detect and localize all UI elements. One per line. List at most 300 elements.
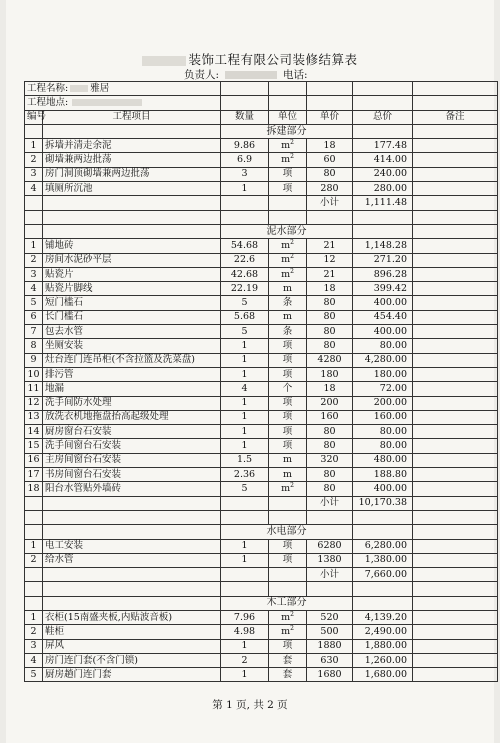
unit-cell: 套 xyxy=(269,668,307,682)
section-header-row xyxy=(25,124,498,138)
unit-price: 1380 xyxy=(307,553,353,567)
quantity: 1 xyxy=(221,353,269,367)
empty-cell xyxy=(269,582,307,596)
table-row xyxy=(25,410,498,424)
unit-price: 80 xyxy=(307,325,353,339)
table-row xyxy=(25,668,498,682)
empty-cell xyxy=(43,496,221,510)
empty-cell xyxy=(43,568,221,582)
unit-cell: m xyxy=(269,468,307,482)
unit-price: 500 xyxy=(307,625,353,639)
item-name: 阳台水管贴外墙砖 xyxy=(43,482,221,496)
empty-cell xyxy=(307,510,353,524)
blank-row xyxy=(25,510,498,524)
item-name: 洗手间窗台石安装 xyxy=(43,439,221,453)
unit-cell: $m^2$ xyxy=(269,253,307,267)
empty-cell xyxy=(221,568,269,582)
total-price: 4,139.20 xyxy=(353,610,413,624)
total-price: 1,260.00 xyxy=(353,653,413,667)
table-row xyxy=(25,553,498,567)
empty-cell xyxy=(353,224,413,238)
row-number: 2 xyxy=(25,553,43,567)
unit-cell: m xyxy=(269,310,307,324)
empty-cell xyxy=(25,224,43,238)
project-name-label: 工程名称: xyxy=(27,82,69,94)
table-row xyxy=(25,239,498,253)
total-price: 896.28 xyxy=(353,267,413,281)
unit-cell: 项 xyxy=(269,182,307,196)
item-name: 长门槛石 xyxy=(43,310,221,324)
row-number: 10 xyxy=(25,367,43,381)
total-price: 2,490.00 xyxy=(353,625,413,639)
item-name: 灶台连门连吊柜(不含拉篮及洗菜盘) xyxy=(43,353,221,367)
row-number: 3 xyxy=(25,167,43,181)
unit-cell: 项 xyxy=(269,539,307,553)
item-name: 地漏 xyxy=(43,382,221,396)
row-number: 5 xyxy=(25,296,43,310)
empty-cell xyxy=(307,82,353,96)
empty-cell xyxy=(25,210,43,224)
table-row xyxy=(25,453,498,467)
empty-cell xyxy=(269,210,307,224)
item-name: 厨房窗台石安装 xyxy=(43,425,221,439)
total-price: 177.48 xyxy=(353,139,413,153)
empty-cell xyxy=(413,82,498,96)
unit-price: 80 xyxy=(307,482,353,496)
table-row xyxy=(25,182,498,196)
empty-cell xyxy=(269,196,307,210)
blank-row xyxy=(25,582,498,596)
row-number: 16 xyxy=(25,453,43,467)
item-name: 拆墙并清走余泥 xyxy=(43,139,221,153)
remark xyxy=(413,253,498,267)
empty-cell xyxy=(413,124,498,138)
remark xyxy=(413,410,498,424)
section-title: 泥水部分 xyxy=(221,224,353,238)
unit-cell: $m^2$ xyxy=(269,153,307,167)
quantity: 5 xyxy=(221,296,269,310)
quantity: 2.36 xyxy=(221,468,269,482)
subtotal-value: 1,111.48 xyxy=(353,196,413,210)
total-price: 72.00 xyxy=(353,382,413,396)
total-price: 80.00 xyxy=(353,339,413,353)
item-name: 主房间窗台石安装 xyxy=(43,453,221,467)
empty-cell xyxy=(413,582,498,596)
unit-price: 80 xyxy=(307,339,353,353)
column-header: 单位 xyxy=(269,110,307,124)
empty-cell xyxy=(25,525,43,539)
empty-cell xyxy=(43,224,221,238)
quantity: 5 xyxy=(221,482,269,496)
remark xyxy=(413,382,498,396)
empty-cell xyxy=(353,82,413,96)
item-name: 厨房趟门连门套 xyxy=(43,668,221,682)
quantity: 1 xyxy=(221,668,269,682)
row-number: 2 xyxy=(25,625,43,639)
document-title: 装饰工程有限公司装修结算表 xyxy=(6,50,494,68)
empty-cell xyxy=(353,510,413,524)
empty-cell xyxy=(221,510,269,524)
quantity: 1 xyxy=(221,396,269,410)
empty-cell xyxy=(221,82,269,96)
unit-price: 18 xyxy=(307,139,353,153)
unit-cell: 项 xyxy=(269,553,307,567)
empty-cell xyxy=(413,210,498,224)
unit-cell: m xyxy=(269,453,307,467)
remark xyxy=(413,482,498,496)
unit-cell: $m^2$ xyxy=(269,482,307,496)
empty-cell xyxy=(43,124,221,138)
empty-cell xyxy=(413,96,498,110)
page-footer: 第 1 页, 共 2 页 xyxy=(212,699,288,711)
quantity: 5.68 xyxy=(221,310,269,324)
remark xyxy=(413,167,498,181)
column-header: 数量 xyxy=(221,110,269,124)
row-number: 1 xyxy=(25,239,43,253)
row-number: 11 xyxy=(25,382,43,396)
unit-price: 80 xyxy=(307,425,353,439)
empty-cell xyxy=(353,525,413,539)
remark xyxy=(413,439,498,453)
total-price: 1,380.00 xyxy=(353,553,413,567)
unit-cell: $m^2$ xyxy=(269,139,307,153)
empty-cell xyxy=(307,210,353,224)
quantity: 1 xyxy=(221,553,269,567)
table-row xyxy=(25,325,498,339)
project-address xyxy=(25,96,221,110)
unit-cell: 条 xyxy=(269,325,307,339)
project-name xyxy=(25,82,221,96)
remark xyxy=(413,353,498,367)
table-row xyxy=(25,625,498,639)
subtotal-value: 7,660.00 xyxy=(353,568,413,582)
total-price: 1,880.00 xyxy=(353,639,413,653)
row-number: 9 xyxy=(25,353,43,367)
empty-cell xyxy=(43,210,221,224)
table-row xyxy=(25,367,498,381)
row-number: 4 xyxy=(25,653,43,667)
empty-cell xyxy=(25,510,43,524)
row-number: 1 xyxy=(25,539,43,553)
total-price: 160.00 xyxy=(353,410,413,424)
unit-price: 12 xyxy=(307,253,353,267)
empty-cell xyxy=(43,582,221,596)
redacted-company xyxy=(142,56,186,66)
total-price: 399.42 xyxy=(353,282,413,296)
quantity: 1 xyxy=(221,539,269,553)
empty-cell xyxy=(413,510,498,524)
unit-cell: $m^2$ xyxy=(269,625,307,639)
unit-price: 280 xyxy=(307,182,353,196)
empty-cell xyxy=(269,568,307,582)
empty-cell xyxy=(25,124,43,138)
unit-cell: 项 xyxy=(269,367,307,381)
empty-cell xyxy=(43,510,221,524)
remark xyxy=(413,296,498,310)
document-sheet xyxy=(6,0,494,743)
unit-cell: $m^2$ xyxy=(269,239,307,253)
settlement-table xyxy=(24,81,498,682)
unit-price: 21 xyxy=(307,267,353,281)
unit-price: 80 xyxy=(307,167,353,181)
subtotal-value: 10,170.38 xyxy=(353,496,413,510)
table-row xyxy=(25,439,498,453)
empty-cell xyxy=(269,510,307,524)
remark xyxy=(413,310,498,324)
remark xyxy=(413,668,498,682)
table-row xyxy=(25,482,498,496)
total-price: 480.00 xyxy=(353,453,413,467)
empty-cell xyxy=(269,496,307,510)
header-row xyxy=(25,110,498,124)
empty-cell xyxy=(413,525,498,539)
unit-cell: 项 xyxy=(269,425,307,439)
unit-price: 21 xyxy=(307,239,353,253)
column-header: 总价 xyxy=(353,110,413,124)
unit-price: 80 xyxy=(307,296,353,310)
remark xyxy=(413,282,498,296)
unit-price: 520 xyxy=(307,610,353,624)
quantity: 4.98 xyxy=(221,625,269,639)
empty-cell xyxy=(25,596,43,610)
item-name: 房门连门套(不含门锁) xyxy=(43,653,221,667)
total-price: 414.00 xyxy=(353,153,413,167)
row-number: 14 xyxy=(25,425,43,439)
item-name: 铺地砖 xyxy=(43,239,221,253)
table-row xyxy=(25,153,498,167)
subtotal-label: 小计 xyxy=(307,568,353,582)
redacted-person xyxy=(225,71,277,79)
remark xyxy=(413,182,498,196)
unit-price: 630 xyxy=(307,653,353,667)
remark xyxy=(413,553,498,567)
total-price: 80.00 xyxy=(353,425,413,439)
section-header-row xyxy=(25,596,498,610)
unit-price: 200 xyxy=(307,396,353,410)
remark xyxy=(413,153,498,167)
unit-price: 80 xyxy=(307,310,353,324)
quantity: 2 xyxy=(221,653,269,667)
item-name: 包去水管 xyxy=(43,325,221,339)
section-title: 水电部分 xyxy=(221,525,353,539)
empty-cell xyxy=(43,525,221,539)
empty-cell xyxy=(221,496,269,510)
empty-cell xyxy=(353,582,413,596)
empty-cell xyxy=(353,596,413,610)
total-price: 4,280.00 xyxy=(353,353,413,367)
unit-cell: m xyxy=(269,282,307,296)
empty-cell xyxy=(353,96,413,110)
item-name: 书房间窗台石安装 xyxy=(43,468,221,482)
item-name: 洗手间防水处理 xyxy=(43,396,221,410)
item-name: 房门洞顶砌墙兼两边批荡 xyxy=(43,167,221,181)
table-row xyxy=(25,267,498,281)
row-number: 13 xyxy=(25,410,43,424)
quantity: 22.19 xyxy=(221,282,269,296)
section-title: 拆建部分 xyxy=(221,124,353,138)
quantity: 1 xyxy=(221,425,269,439)
unit-cell: 项 xyxy=(269,410,307,424)
empty-cell xyxy=(413,496,498,510)
total-price: 400.00 xyxy=(353,482,413,496)
remark xyxy=(413,425,498,439)
empty-cell xyxy=(269,96,307,110)
quantity: 1 xyxy=(221,339,269,353)
remark xyxy=(413,139,498,153)
item-name: 房间水泥砂平层 xyxy=(43,253,221,267)
quantity: 1 xyxy=(221,367,269,381)
item-name: 填厕所沉池 xyxy=(43,182,221,196)
table-row xyxy=(25,253,498,267)
quantity: 3 xyxy=(221,167,269,181)
row-number: 1 xyxy=(25,139,43,153)
empty-cell xyxy=(221,210,269,224)
remark xyxy=(413,468,498,482)
unit-cell: 项 xyxy=(269,353,307,367)
quantity: 54.68 xyxy=(221,239,269,253)
item-name: 排污管 xyxy=(43,367,221,381)
section-header-row xyxy=(25,224,498,238)
subtotal-row xyxy=(25,568,498,582)
unit-cell: 项 xyxy=(269,339,307,353)
item-name: 贴瓷片 xyxy=(43,267,221,281)
total-price: 6,280.00 xyxy=(353,539,413,553)
remark xyxy=(413,367,498,381)
empty-cell xyxy=(25,196,43,210)
row-number: 1 xyxy=(25,610,43,624)
empty-cell xyxy=(43,596,221,610)
unit-cell: 个 xyxy=(269,382,307,396)
table-row xyxy=(25,139,498,153)
item-name: 电工安装 xyxy=(43,539,221,553)
row-number: 4 xyxy=(25,282,43,296)
total-price: 1,680.00 xyxy=(353,668,413,682)
project-address-label: 工程地点: xyxy=(27,96,69,108)
remark xyxy=(413,453,498,467)
total-price: 271.20 xyxy=(353,253,413,267)
column-header: 单价 xyxy=(307,110,353,124)
unit-price: 6280 xyxy=(307,539,353,553)
total-price: 180.00 xyxy=(353,367,413,381)
section-title: 木工部分 xyxy=(221,596,353,610)
blank-row xyxy=(25,210,498,224)
row-number: 15 xyxy=(25,439,43,453)
unit-price: 80 xyxy=(307,439,353,453)
total-price: 80.00 xyxy=(353,439,413,453)
item-name: 给水管 xyxy=(43,553,221,567)
table-row xyxy=(25,539,498,553)
quantity: 1 xyxy=(221,439,269,453)
total-price: 400.00 xyxy=(353,296,413,310)
redacted-address xyxy=(72,99,142,106)
subtotal-label: 小计 xyxy=(307,196,353,210)
total-price: 1,148.28 xyxy=(353,239,413,253)
row-number: 2 xyxy=(25,153,43,167)
unit-price: 18 xyxy=(307,282,353,296)
section-header-row xyxy=(25,525,498,539)
unit-cell: 项 xyxy=(269,167,307,181)
table-row xyxy=(25,610,498,624)
quantity: 1 xyxy=(221,639,269,653)
row-number: 8 xyxy=(25,339,43,353)
project-name-value: 雅居 xyxy=(90,82,110,94)
unit-cell: 条 xyxy=(269,296,307,310)
unit-cell: $m^2$ xyxy=(269,267,307,281)
unit-price: 180 xyxy=(307,367,353,381)
remark xyxy=(413,325,498,339)
subtotal-label: 小计 xyxy=(307,496,353,510)
table-row xyxy=(25,339,498,353)
empty-cell xyxy=(413,196,498,210)
unit-cell: 套 xyxy=(269,653,307,667)
empty-cell xyxy=(413,568,498,582)
project-addr-row xyxy=(25,96,498,110)
item-name: 放洗衣机地拖盘抬高起级处理 xyxy=(43,410,221,424)
unit-price: 1880 xyxy=(307,639,353,653)
row-number: 17 xyxy=(25,468,43,482)
quantity: 9.86 xyxy=(221,139,269,153)
quantity: 6.9 xyxy=(221,153,269,167)
empty-cell xyxy=(221,582,269,596)
table-row xyxy=(25,296,498,310)
column-header: 工程项目 xyxy=(43,110,221,124)
item-name: 屏风 xyxy=(43,639,221,653)
remark xyxy=(413,239,498,253)
item-name: 贴瓷片脚线 xyxy=(43,282,221,296)
remark xyxy=(413,625,498,639)
quantity: 1.5 xyxy=(221,453,269,467)
table-row xyxy=(25,353,498,367)
table-row xyxy=(25,167,498,181)
row-number: 3 xyxy=(25,267,43,281)
row-number: 3 xyxy=(25,639,43,653)
total-price: 280.00 xyxy=(353,182,413,196)
table-row xyxy=(25,310,498,324)
unit-price: 18 xyxy=(307,382,353,396)
project-name-row xyxy=(25,82,498,96)
empty-cell xyxy=(221,96,269,110)
row-number: 12 xyxy=(25,396,43,410)
unit-price: 60 xyxy=(307,153,353,167)
subtotal-row xyxy=(25,496,498,510)
empty-cell xyxy=(307,582,353,596)
unit-price: 1680 xyxy=(307,668,353,682)
empty-cell xyxy=(413,596,498,610)
column-header: 备注 xyxy=(413,110,498,124)
unit-price: 4280 xyxy=(307,353,353,367)
table-row xyxy=(25,396,498,410)
table-row xyxy=(25,639,498,653)
item-name: 衣柜(15南盛夹板,内贴波音板) xyxy=(43,610,221,624)
item-name: 短门槛石 xyxy=(43,296,221,310)
total-price: 400.00 xyxy=(353,325,413,339)
row-number: 18 xyxy=(25,482,43,496)
quantity: 5 xyxy=(221,325,269,339)
remark xyxy=(413,267,498,281)
unit-cell: 项 xyxy=(269,396,307,410)
row-number: 4 xyxy=(25,182,43,196)
table-row xyxy=(25,468,498,482)
remark xyxy=(413,639,498,653)
empty-cell xyxy=(221,196,269,210)
unit-cell: 项 xyxy=(269,639,307,653)
remark xyxy=(413,539,498,553)
item-name: 坐厕安装 xyxy=(43,339,221,353)
row-number: 7 xyxy=(25,325,43,339)
contact-line: 负责人: 电话: xyxy=(184,69,308,81)
remark xyxy=(413,610,498,624)
empty-cell xyxy=(25,496,43,510)
